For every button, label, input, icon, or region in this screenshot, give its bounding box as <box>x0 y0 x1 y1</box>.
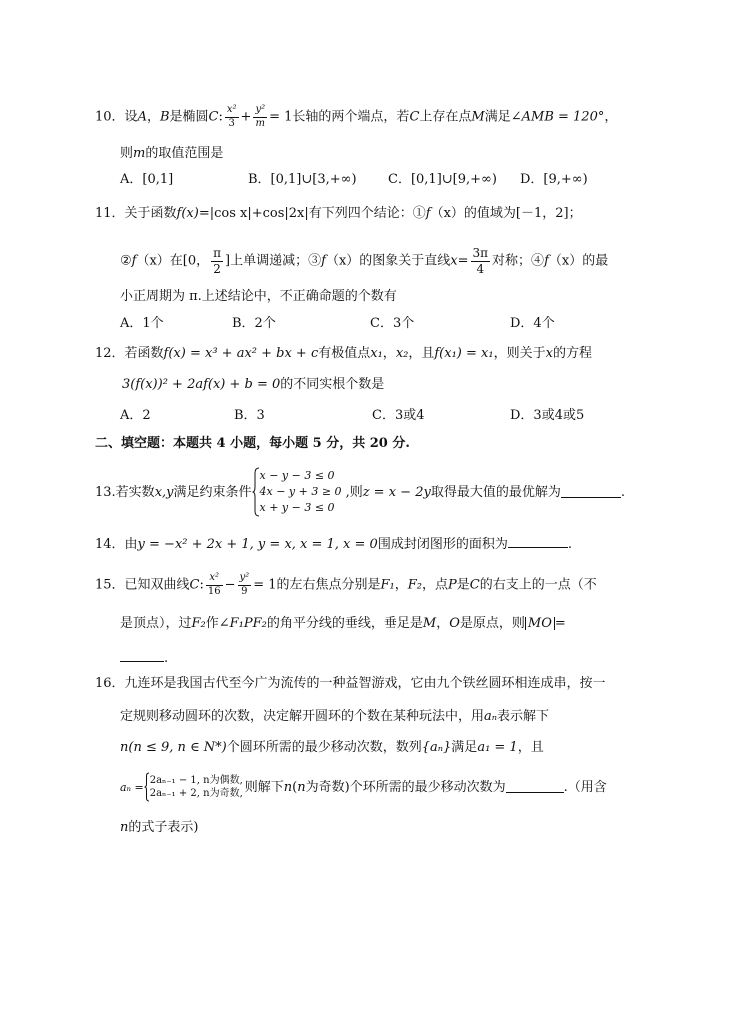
q12-line2 <box>122 378 384 391</box>
q11-option-b-text: B．2个 <box>232 316 276 331</box>
q15-frac1-num: x² <box>206 573 223 586</box>
q11-fx5: f <box>544 253 549 269</box>
q10-frac1-num: x² <box>225 105 239 118</box>
q13-text: ,则 <box>345 484 363 500</box>
q15-frac2-num: y² <box>238 573 252 586</box>
q15-text: 是顶点），过 <box>120 616 192 631</box>
q12-xvar: x <box>545 346 553 361</box>
q11-frac2-den: 4 <box>476 261 485 276</box>
q15-answer-blank[interactable] <box>120 651 164 662</box>
q11-option-a <box>120 317 164 330</box>
q10-option-b-text: B．[0,1]∪[3,+∞) <box>248 172 357 187</box>
q11-text: （x）的图象关于直线 <box>325 253 451 269</box>
q15-var-c2: C <box>469 577 480 593</box>
q14-answer-blank[interactable] <box>508 537 568 548</box>
q15-text: ， <box>436 616 450 631</box>
q15-frac1-den: 16 <box>207 585 221 597</box>
q10-eq: = 1 <box>269 109 293 125</box>
q13-objective: z = x − 2y <box>362 484 431 500</box>
q12-option-b-text: B．3 <box>234 408 265 423</box>
q11-text: 11．关于函数 <box>95 206 177 221</box>
q15-sep: ， <box>394 577 408 593</box>
q14-end: . <box>567 537 572 552</box>
q10-frac1-den: 3 <box>228 117 235 129</box>
q10-text: 长轴的两个端点，若 <box>292 109 410 125</box>
q13-text: 13.若实数 <box>95 484 155 500</box>
q10-plus: + <box>240 109 252 125</box>
q10-option-d <box>520 173 588 186</box>
q16-a1: a₁ = 1 <box>477 740 518 755</box>
q12-option-a <box>120 409 151 422</box>
q16-line1 <box>95 677 606 690</box>
q16-text: 个圆环所需的最少移动次数，数列 <box>226 740 422 755</box>
q12-eqn: 3(f(x))² + 2af(x) + b = 0 <box>122 377 281 392</box>
q11-fx3: f <box>131 253 137 269</box>
q15-text: 的角平分线的垂线，垂足是 <box>266 616 423 631</box>
q12-text: ，则关于 <box>493 346 546 361</box>
q12-option-c <box>372 409 425 422</box>
q13-constraint-3: x + y − 3 ≤ 0 <box>259 500 335 514</box>
q10-frac2-den: m <box>255 117 266 129</box>
q14-line <box>95 537 572 551</box>
q16-cond: n(n ≤ 9, n ∈ N*) <box>120 740 227 755</box>
q13-vars: x,y <box>154 484 174 500</box>
q12-text: ，且 <box>408 346 435 361</box>
q15-m: M <box>422 616 437 631</box>
q11-option-d-text: D．4个 <box>510 316 555 331</box>
q15-minus: − <box>224 577 236 593</box>
q11-fx: f(x) <box>176 206 199 221</box>
q12-sep: ， <box>382 346 396 361</box>
q12-text: 有极值点 <box>318 346 371 361</box>
q14-text: 14．由 <box>95 537 138 552</box>
q16-line3 <box>120 741 544 754</box>
q10-var-m2: m <box>133 146 146 161</box>
q12-x2: x₂ <box>395 346 409 361</box>
q10-option-a <box>120 173 173 186</box>
q11-frac1-den: 2 <box>213 261 221 276</box>
q10-var-b: B <box>159 109 170 125</box>
q15-colon: : <box>199 577 204 593</box>
q12-option-d-text: D．3或4或5 <box>510 408 585 423</box>
q10-option-c <box>388 173 497 186</box>
q11-text: 对称；④ <box>492 253 545 269</box>
q10-sep: ， <box>146 109 160 125</box>
q15-angle: ∠F₁PF₂ <box>218 616 267 631</box>
q12-x1: x₁ <box>370 346 383 361</box>
q15-var-c: C <box>189 577 200 593</box>
q16-text: 的式子表示) <box>128 820 199 835</box>
q13-line <box>95 465 625 519</box>
q12-option-b <box>234 409 265 422</box>
q15-text: 的左右焦点分别是 <box>276 577 381 593</box>
q11-line1 <box>95 207 582 220</box>
q13-answer-blank[interactable] <box>561 487 621 498</box>
q10-var-m: M <box>471 109 485 125</box>
q15-mo-abs: MO <box>525 617 555 630</box>
q11-option-c <box>370 317 414 330</box>
q11-text: ]上单调递减；③ <box>225 253 322 269</box>
q16-an: aₙ <box>484 709 498 724</box>
q12-text: 的方程 <box>552 346 592 361</box>
q15-text: 15．已知双曲线 <box>95 577 190 593</box>
q11-text: （x）的值域为[－1，2]； <box>430 206 582 221</box>
q15-eq: = 1 <box>253 577 277 593</box>
section-2-title-text: 二、填空题：本题共 4 小题，每小题 5 分，共 20 分. <box>95 436 410 451</box>
q14-expr: y = −x² + 2x + 1, y = x, x = 1, x = 0 <box>137 537 378 552</box>
q16-text: 16．九连环是我国古代至今广为流传的一种益智游戏，它由九个铁丝圆环相连成串，按一 <box>95 676 606 691</box>
q15-text: 是 <box>456 577 470 593</box>
q15-text: 的右支上的一点（不 <box>479 577 597 593</box>
q11-frac1-num: π <box>213 246 222 260</box>
q16-text: .（用含 <box>563 779 607 795</box>
q10-number: 10． <box>95 109 125 125</box>
q15-line1 <box>95 573 597 597</box>
q10-option-d-text: D．[9,+∞) <box>520 172 588 187</box>
q10-text: 满足 <box>484 109 511 125</box>
q10-option-c-text: C．[0,1]∪[9,+∞) <box>388 172 497 187</box>
q10-text: 上存在点 <box>419 109 472 125</box>
q16-n: n <box>283 779 293 795</box>
q15-frac2 <box>238 573 252 597</box>
q15-end: . <box>164 651 169 666</box>
q15-f2b: F₂ <box>191 616 206 631</box>
q15-f1: F₁ <box>380 577 395 593</box>
q11-frac1 <box>211 247 223 275</box>
q15-frac2-den: 9 <box>241 585 248 597</box>
q10-frac2 <box>253 105 267 129</box>
q15-text: 作 <box>205 616 219 631</box>
q16-text: ，且 <box>517 740 544 755</box>
q16-text: ( <box>292 779 298 795</box>
q12-option-d <box>510 409 584 422</box>
q11-fx2: f <box>425 206 431 221</box>
q15-text: ，点 <box>422 577 449 593</box>
q12-text: 12．若函数 <box>95 346 164 361</box>
q10-angle: ∠AMB = 120° <box>510 109 605 125</box>
q11-option-b <box>232 317 276 330</box>
q11-x-eq: x= <box>450 253 469 269</box>
q13-text: 满足约束条件 <box>173 484 252 500</box>
q10-option-b <box>248 173 357 186</box>
q16-seq: {aₙ} <box>421 740 452 755</box>
q15-p: P <box>448 577 457 593</box>
q16-text: 为奇数)个环所需的最少移动次数为 <box>305 779 506 795</box>
q15-o: O <box>449 616 460 631</box>
q16-text: 定规则移动圆环的次数，决定解开圆环的个数在某种玩法中，用 <box>120 709 485 724</box>
q15-line2 <box>120 617 566 630</box>
q11-line3 <box>120 290 397 303</box>
q16-line2 <box>120 710 549 723</box>
q11-option-c-text: C．3个 <box>370 316 415 331</box>
q16-an-lhs: aₙ = <box>120 780 144 794</box>
q16-text: 则解下 <box>244 779 284 795</box>
q10-text: 是椭圆 <box>169 109 209 125</box>
q15-text: 是原点，则 <box>459 616 525 631</box>
q10-colon: : <box>218 109 223 125</box>
q16-n2: n <box>297 779 306 795</box>
q13-system <box>260 468 342 516</box>
q10-text: 设 <box>124 109 138 125</box>
q10-line1 <box>95 105 617 129</box>
q11-line2 <box>120 247 608 275</box>
q11-text: （x）的最 <box>548 253 609 269</box>
q16-case-2: 2aₙ₋₁ + 2, n为奇数, <box>149 788 243 799</box>
q10-frac1 <box>225 105 239 129</box>
q16-text: 表示解下 <box>497 709 550 724</box>
q16-case-1: 2aₙ₋₁ − 1, n为偶数, <box>149 774 243 786</box>
q11-frac2 <box>471 247 491 275</box>
q15-frac1 <box>206 573 223 597</box>
q12-option-a-text: A．2 <box>120 408 151 423</box>
q15-text: = <box>554 616 566 631</box>
q12-cond: f(x₁) = x₁ <box>434 346 494 361</box>
q11-text: =|cos x|+cos|2x|有下列四个结论：① <box>198 206 426 221</box>
q16-text: 满足 <box>451 740 478 755</box>
q10-option-a-text: A．[0,1] <box>120 172 174 187</box>
q12-option-c-text: C．3或4 <box>372 408 425 423</box>
q10-var-a: A <box>137 109 147 125</box>
q16-cases <box>150 774 243 801</box>
q13-constraint-2: 4x − y + 3 ≥ 0 <box>259 485 342 499</box>
q10-var-c2: C <box>409 109 420 125</box>
q11-fx4: f <box>321 253 326 269</box>
q10-var-c: C <box>208 109 219 125</box>
q14-text: 围成封闭图形的面积为 <box>377 537 508 552</box>
q13-text: 取得最大值的最优解为 <box>430 484 561 500</box>
q11-option-a-text: A．1个 <box>120 316 164 331</box>
q12-func: f(x) = x³ + ax² + bx + c <box>163 346 319 361</box>
q12-text: 的不同实根个数是 <box>280 377 385 392</box>
q13-end: . <box>620 484 625 500</box>
q15-line3 <box>120 651 168 665</box>
q13-constraint-1: x − y − 3 ≤ 0 <box>259 469 335 483</box>
q16-line4 <box>120 770 607 804</box>
q16-line5 <box>120 821 198 834</box>
q12-line1 <box>95 347 592 360</box>
q11-text: （x）在[0， <box>136 253 210 269</box>
q10-text: 则 <box>120 146 134 161</box>
q16-n3: n <box>120 820 129 835</box>
q10-text: ， <box>604 109 618 125</box>
q13-brace-icon <box>252 467 260 517</box>
q10-line2 <box>120 147 223 160</box>
q11-text: ② <box>120 253 132 269</box>
q10-frac2-num: y² <box>253 105 267 118</box>
q15-f2: F₂ <box>407 577 422 593</box>
q11-option-d <box>510 317 555 330</box>
q16-answer-blank[interactable] <box>506 782 564 793</box>
q11-frac2-num: 3π <box>472 246 489 260</box>
q10-text: 的取值范围是 <box>145 146 224 161</box>
section-2-title <box>95 437 410 450</box>
q11-text: 小正周期为 π.上述结论中，不正确命题的个数有 <box>120 289 397 304</box>
